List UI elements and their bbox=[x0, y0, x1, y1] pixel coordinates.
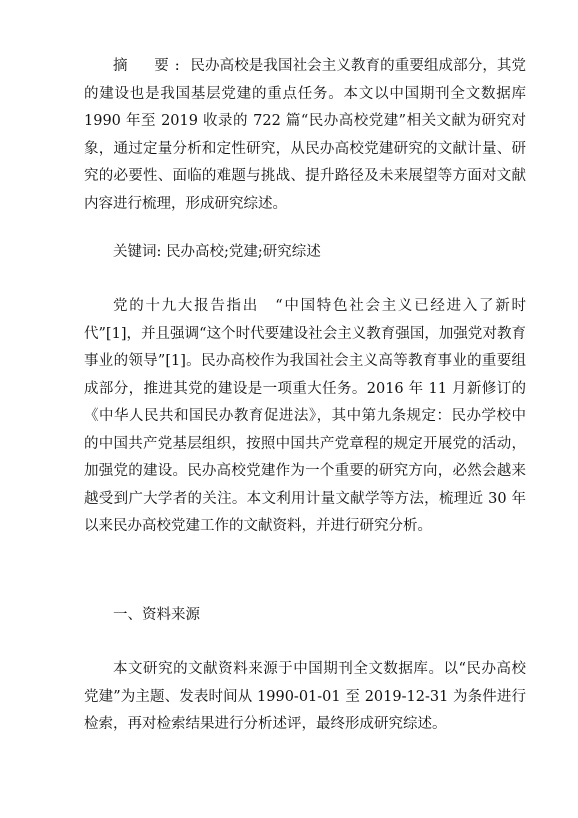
section-heading-text: 一、资料来源 bbox=[113, 607, 200, 623]
keywords-text: 民办高校;党建;研究综述 bbox=[166, 244, 321, 260]
intro-paragraph bbox=[84, 293, 526, 541]
sources-paragraph bbox=[84, 656, 526, 739]
keywords-paragraph bbox=[84, 239, 526, 267]
sources-text: 本文研究的文献资料来源于中国期刊全文数据库。以“民办高校党建”为主题、发表时间从 1990-01-01 至 2019-12-31 为条件进行检索，再对检索结果进行分析述评，最终形成研究综述。 bbox=[84, 661, 526, 732]
keywords-label: 关键词: bbox=[113, 244, 162, 260]
abstract-paragraph bbox=[84, 53, 526, 218]
abstract-label: 摘 要: bbox=[113, 58, 186, 74]
section-heading bbox=[84, 602, 526, 630]
intro-text: 党的十九大报告指出 “中国特色社会主义已经进入了新时代”[1]，并且强调“这个时代要建设社会主义教育强国，加强党对教育事业的领导”[1]。民办高校作为我国社会主义高等教育事业的重要组成部分，推进其党的建设是一项重大任务。2016 年 11 月新修订的《中华人民共和国民办教育促进法》，其中第九条规定：民办学校中的中国共产党基层组织，按照中国共产党章程的规定开展党的活动，加强党的建设。民办高校党建作为一个重要的研究方向，必然会越来越受到广大学者的关注。本文利用计量文献学等方法，梳理近 30 年以来民办高校党建工作的文献资料，并进行研究分析。 bbox=[84, 298, 526, 534]
abstract-text: 民办高校是我国社会主义教育的重要组成部分，其党的建设也是我国基层党建的重点任务。本文以中国期刊全文数据库 1990 年至 2019 收录的 722 篇“民办高校党建”相关文献为研究对象，通过定量分析和定性研究，从民办高校党建研究的文献计量、研究的必要性、面临的难题与挑战、提升路径及未来展望等方面对文献内容进行梳理，形成研究综述。 bbox=[84, 58, 527, 212]
